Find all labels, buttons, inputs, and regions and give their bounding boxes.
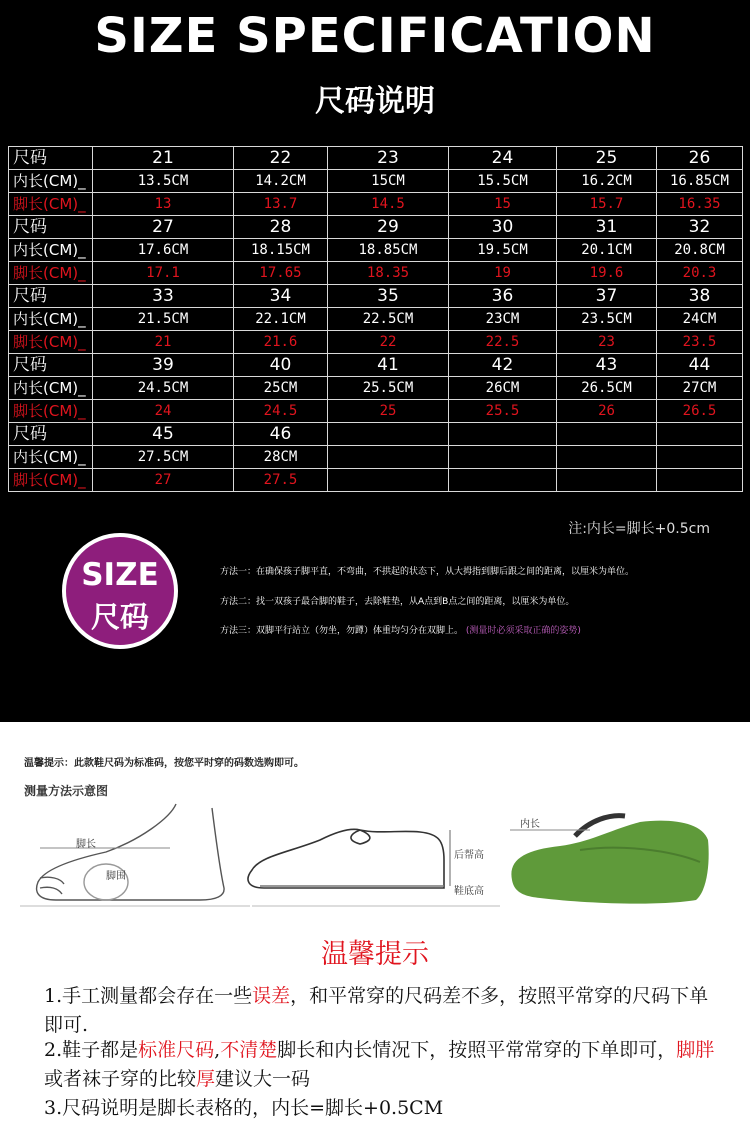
foot-length-row-cell: 15	[449, 193, 557, 216]
inner-length-row-label: 内长(CM)_	[9, 170, 93, 193]
size-row	[9, 423, 743, 446]
inner-length-row-cell	[657, 446, 743, 469]
size-row-cell: 43	[557, 354, 657, 377]
foot-length-row-cell: 19.6	[557, 262, 657, 285]
foot-length-row-cell: 21	[93, 331, 234, 354]
inner-length-row-cell: 25.5CM	[328, 377, 449, 400]
tip-two-highlight-3: 脚胖	[676, 1039, 715, 1061]
foot-length-row-cell	[328, 469, 449, 492]
inner-length-row-cell: 23.5CM	[557, 308, 657, 331]
inner-length-row-cell: 22.5CM	[328, 308, 449, 331]
inner-length-row-cell: 18.15CM	[234, 239, 328, 262]
inner-length-row	[9, 239, 743, 262]
foot-length-row-cell: 27	[93, 469, 234, 492]
inner-length-row-cell: 23CM	[449, 308, 557, 331]
inner-length-row-cell: 27.5CM	[93, 446, 234, 469]
foot-length-row-cell	[657, 469, 743, 492]
foot-length-row-cell: 14.5	[328, 193, 449, 216]
tip-two-text-d: 或者袜子穿的比较	[44, 1068, 197, 1090]
size-row	[9, 285, 743, 308]
size-row-cell: 21	[93, 147, 234, 170]
size-row-label: 尺码	[9, 354, 93, 377]
inner-length-row-label: 内长(CM)_	[9, 377, 93, 400]
foot-length-row-cell: 22.5	[449, 331, 557, 354]
foot-illustration	[37, 804, 224, 900]
size-row-cell: 31	[557, 216, 657, 239]
foot-length-row-cell	[557, 469, 657, 492]
inner-length-row-cell: 16.85CM	[657, 170, 743, 193]
size-row-cell: 29	[328, 216, 449, 239]
size-row-cell: 37	[557, 285, 657, 308]
method-three	[220, 623, 581, 636]
tip-two-highlight-4: 厚	[196, 1068, 216, 1090]
foot-length-row-cell: 24	[93, 400, 234, 423]
method-three-note: (测量时必须采取正确的姿势)	[465, 626, 581, 636]
tip-two-text-b: ,	[214, 1039, 221, 1061]
foot-length-row-cell: 19	[449, 262, 557, 285]
foot-girth-label: 脚围	[106, 871, 126, 882]
size-row-label: 尺码	[9, 423, 93, 446]
tip-two	[44, 1036, 724, 1094]
size-row-cell: 26	[657, 147, 743, 170]
inner-length-row-cell: 20.1CM	[557, 239, 657, 262]
size-badge	[62, 533, 178, 649]
shoe-illustration	[248, 829, 444, 888]
inner-length-row-cell	[557, 446, 657, 469]
measurement-diagram	[20, 800, 730, 920]
foot-length-row	[9, 331, 743, 354]
size-row-label: 尺码	[9, 147, 93, 170]
size-row-cell	[449, 423, 557, 446]
size-row-cell: 39	[93, 354, 234, 377]
inner-length-row-cell	[328, 446, 449, 469]
size-row	[9, 354, 743, 377]
size-row-cell: 45	[93, 423, 234, 446]
foot-length-row-cell: 15.7	[557, 193, 657, 216]
inner-length-row-label: 内长(CM)_	[9, 239, 93, 262]
size-row-cell: 44	[657, 354, 743, 377]
tip-one	[44, 982, 724, 1040]
foot-length-row-cell: 20.3	[657, 262, 743, 285]
inner-length-row-label: 内长(CM)_	[9, 308, 93, 331]
inner-length-row-cell: 17.6CM	[93, 239, 234, 262]
inner-length-row-cell: 24CM	[657, 308, 743, 331]
size-row-cell: 42	[449, 354, 557, 377]
sole-height-label: 鞋底高	[454, 886, 484, 897]
foot-length-row-cell: 27.5	[234, 469, 328, 492]
inner-length-row-cell: 27CM	[657, 377, 743, 400]
foot-length-row	[9, 193, 743, 216]
inner-length-row-cell: 22.1CM	[234, 308, 328, 331]
foot-length-row-cell: 23	[557, 331, 657, 354]
foot-length-label: 脚长	[76, 839, 96, 850]
tip-two-text-c: 脚长和内长情况下，按照平常常穿的下单即可，	[277, 1039, 677, 1061]
foot-length-row-cell: 21.6	[234, 331, 328, 354]
inner-length-row	[9, 308, 743, 331]
heel-height-label: 后帮高	[454, 850, 484, 861]
size-row	[9, 147, 743, 170]
size-row-cell: 30	[449, 216, 557, 239]
size-row-cell: 38	[657, 285, 743, 308]
tip-three: 3.尺码说明是脚长表格的，内长=脚长+0.5CM	[44, 1097, 444, 1119]
size-row-cell	[657, 423, 743, 446]
foot-length-row-label: 脚长(CM)_	[9, 331, 93, 354]
inner-length-row	[9, 446, 743, 469]
size-row-cell: 27	[93, 216, 234, 239]
foot-length-row-cell: 18.35	[328, 262, 449, 285]
tip-one-text-b: ，和平常穿的尺码差不多，按照平常穿的尺码下单即可.	[44, 985, 709, 1036]
inner-length-row-cell: 26.5CM	[557, 377, 657, 400]
foot-length-row	[9, 469, 743, 492]
foot-length-row-label: 脚长(CM)_	[9, 400, 93, 423]
foot-length-row-cell: 16.35	[657, 193, 743, 216]
foot-length-row-cell: 23.5	[657, 331, 743, 354]
size-row-cell	[328, 423, 449, 446]
inner-length-row	[9, 170, 743, 193]
inner-length-row-label: 内长(CM)_	[9, 446, 93, 469]
foot-length-row-label: 脚长(CM)_	[9, 262, 93, 285]
inner-length-row-cell: 13.5CM	[93, 170, 234, 193]
foot-length-row-cell: 17.65	[234, 262, 328, 285]
inner-length-row-cell: 14.2CM	[234, 170, 328, 193]
size-row-cell: 36	[449, 285, 557, 308]
inner-length-row-cell: 25CM	[234, 377, 328, 400]
badge-size-en: SIZE	[81, 557, 159, 593]
foot-length-row-label: 脚长(CM)_	[9, 193, 93, 216]
tip-one-highlight: 误差	[252, 985, 291, 1007]
tip-two-highlight-1: 标准尺码	[138, 1039, 215, 1061]
tip-two-text-e: 建议大一码	[215, 1068, 311, 1090]
inner-length-row-cell: 20.8CM	[657, 239, 743, 262]
page-title: SIZE SPECIFICATION	[94, 8, 656, 64]
inner-length-label: 内长	[520, 819, 540, 830]
size-row-cell: 33	[93, 285, 234, 308]
size-row-cell	[557, 423, 657, 446]
foot-length-row	[9, 262, 743, 285]
method-three-text: 方法三：双脚平行站立（勿坐，勿蹲）体重均匀分在双脚上。	[220, 626, 464, 636]
size-row-cell: 35	[328, 285, 449, 308]
foot-length-row-cell: 25	[328, 400, 449, 423]
method-two-text: 方法二：找一双孩子最合脚的鞋子，去除鞋垫，从A点到B点之间的距离，以厘米为单位。	[220, 597, 575, 607]
size-row-cell: 41	[328, 354, 449, 377]
foot-length-row-cell: 17.1	[93, 262, 234, 285]
foot-length-row-cell: 13	[93, 193, 234, 216]
size-row	[9, 216, 743, 239]
inner-length-row	[9, 377, 743, 400]
page-subtitle: 尺码说明	[315, 84, 435, 119]
inner-length-row-cell: 24.5CM	[93, 377, 234, 400]
tip-two-highlight-2: 不清楚	[220, 1039, 278, 1061]
shoe-last-illustration	[511, 816, 708, 904]
foot-length-row-cell: 13.7	[234, 193, 328, 216]
size-row-cell: 34	[234, 285, 328, 308]
size-row-cell: 28	[234, 216, 328, 239]
size-row-cell: 24	[449, 147, 557, 170]
inner-length-row-cell: 16.2CM	[557, 170, 657, 193]
badge-size-cn: 尺码	[90, 600, 149, 634]
standard-size-tip: 温馨提示：此款鞋尺码为标准码，按您平时穿的码数选购即可。	[24, 758, 304, 769]
inner-length-row-cell: 21.5CM	[93, 308, 234, 331]
foot-length-row-cell: 26.5	[657, 400, 743, 423]
size-row-label: 尺码	[9, 216, 93, 239]
inner-length-row-cell: 19.5CM	[449, 239, 557, 262]
tip-one-text-a: 1.手工测量都会存在一些	[44, 985, 253, 1007]
size-row-cell: 32	[657, 216, 743, 239]
diagram-title: 测量方法示意图	[24, 784, 109, 798]
warm-tips-title: 温馨提示	[321, 939, 429, 970]
foot-length-row-cell: 25.5	[449, 400, 557, 423]
inner-length-row-cell: 18.85CM	[328, 239, 449, 262]
foot-length-row	[9, 400, 743, 423]
inner-length-row-cell: 26CM	[449, 377, 557, 400]
inner-length-row-cell: 15CM	[328, 170, 449, 193]
inner-length-note: 注:内长=脚长+0.5cm	[568, 521, 710, 537]
inner-length-row-cell: 15.5CM	[449, 170, 557, 193]
size-row-cell: 40	[234, 354, 328, 377]
size-row-label: 尺码	[9, 285, 93, 308]
inner-length-row-cell	[449, 446, 557, 469]
tip-two-text-a: 2.鞋子都是	[44, 1039, 139, 1061]
size-row-cell: 22	[234, 147, 328, 170]
inner-length-row-cell: 28CM	[234, 446, 328, 469]
size-row-cell: 23	[328, 147, 449, 170]
foot-length-row-cell: 26	[557, 400, 657, 423]
foot-length-row-cell	[449, 469, 557, 492]
size-table	[8, 146, 743, 492]
method-one-text: 方法一：在确保孩子脚平直，不弯曲，不拱起的状态下，从大拇指到脚后跟之间的距离，以厘米为单位。	[220, 567, 635, 577]
foot-length-row-cell: 24.5	[234, 400, 328, 423]
foot-length-row-label: 脚长(CM)_	[9, 469, 93, 492]
size-row-cell: 25	[557, 147, 657, 170]
foot-length-row-cell: 22	[328, 331, 449, 354]
size-row-cell: 46	[234, 423, 328, 446]
